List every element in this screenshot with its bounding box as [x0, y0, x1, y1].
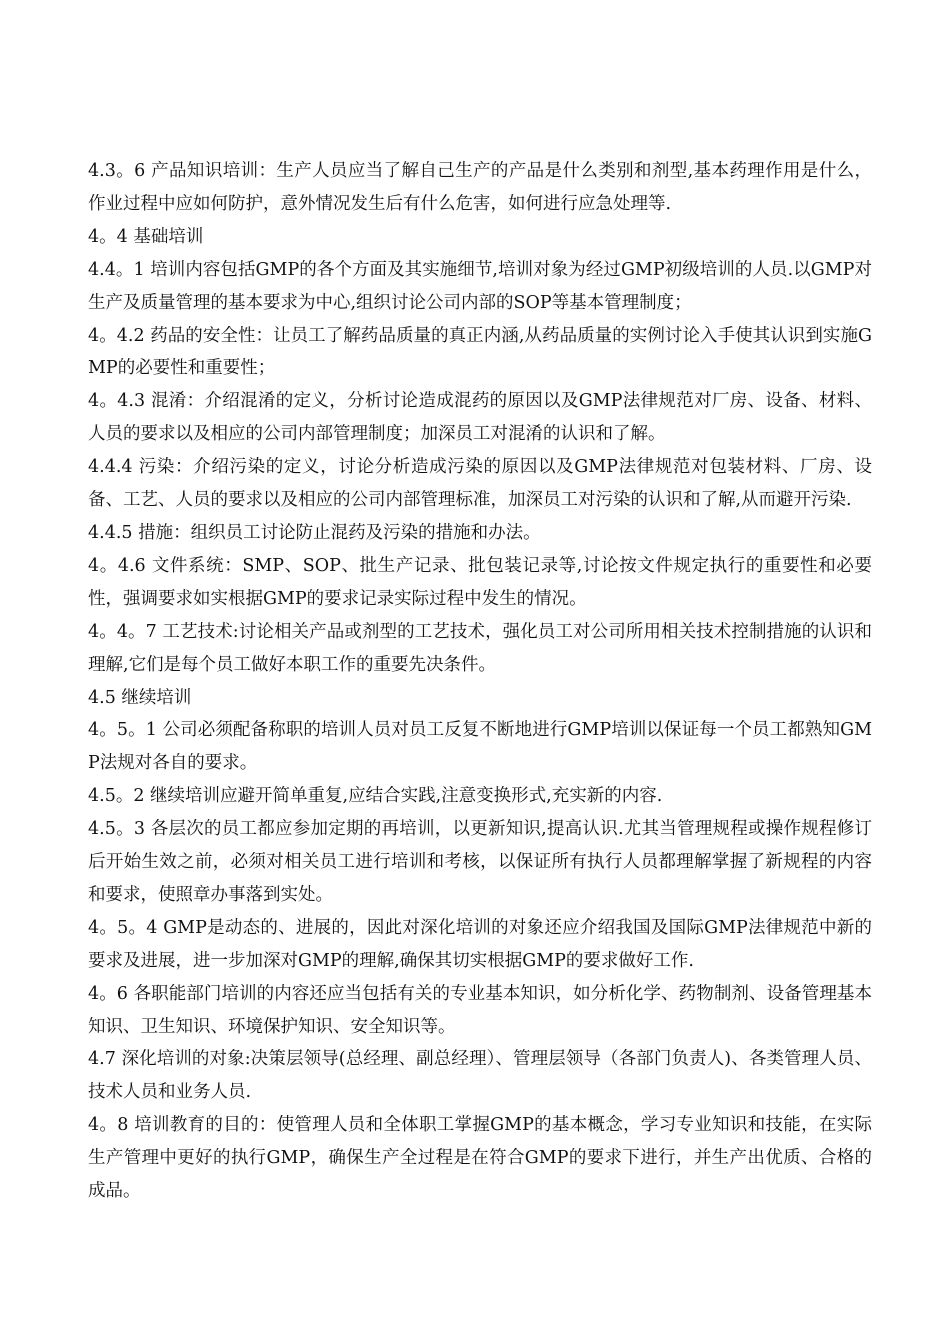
- paragraph-4-8: 4。8 培训教育的目的：使管理人员和全体职工掌握GMP的基本概念，学习专业知识和技能，在实际生产管理中更好的执行GMP，确保生产全过程是在符合GMP的要求下进行，并生产出优质、合格的成品。: [88, 1115, 872, 1202]
- paragraph-4-4-3: 4。4.3 混淆：介绍混淆的定义，分析讨论造成混药的原因以及GMP法律规范对厂房、设备、材料、人员的要求以及相应的公司内部管理制度；加深员工对混淆的认识和了解。: [88, 391, 872, 445]
- paragraph-4-4-6: 4。4.6 文件系统：SMP、SOP、批生产记录、批包装记录等,讨论按文件规定执行的重要性和必要性，强调要求如实根据GMP的要求记录实际过程中发生的情况。: [88, 555, 872, 609]
- paragraph-4-4-2: 4。4.2 药品的安全性：让员工了解药品质量的真正内涵,从药品质量的实例讨论入手使其认识到实施GMP的必要性和重要性；: [88, 325, 872, 379]
- paragraph-4-4-1: 4.4。1 培训内容包括GMP的各个方面及其实施细节,培训对象为经过GMP初级培训的人员.以GMP对生产及质量管理的基本要求为中心,组织讨论公司内部的SOP等基本管理制度；: [88, 259, 872, 313]
- paragraph-4-7: 4.7 深化培训的对象:决策层领导(总经理、副总经理）、管理层领导（各部门负责人)、各类管理人员、技术人员和业务人员.: [88, 1049, 872, 1103]
- paragraph-4-6: 4。6 各职能部门培训的内容还应当包括有关的专业基本知识，如分析化学、药物制剂、设备管理基本知识、卫生知识、环境保护知识、安全知识等。: [88, 983, 872, 1037]
- paragraph-4-4-7: 4。4。7 工艺技术:讨论相关产品或剂型的工艺技术，强化员工对公司所用相关技术控制措施的认识和理解,它们是每个员工做好本职工作的重要先决条件。: [88, 621, 872, 675]
- heading-4-4: 4。4 基础培训: [88, 226, 204, 247]
- document-body: [88, 155, 872, 1208]
- paragraph-4-5-4: 4。5。4 GMP是动态的、进展的，因此对深化培训的对象还应介绍我国及国际GMP法律规范中新的要求及进展，进一步加深对GMP的理解,确保其切实根据GMP的要求做好工作.: [88, 917, 872, 971]
- paragraph-4-5-2: 4.5。2 继续培训应避开简单重复,应结合实践,注意变换形式,充实新的内容.: [88, 786, 663, 807]
- heading-4-5: 4.5 继续培训: [88, 687, 192, 708]
- paragraph-4-5-3: 4.5。3 各层次的员工都应参加定期的再培训，以更新知识,提高认识.尤其当管理规程或操作规程修订后开始生效之前，必须对相关员工进行培训和考核，以保证所有执行人员都理解掌握了新规程的内容和要求，使照章办事落到实处。: [88, 819, 872, 905]
- paragraph-4-5-1: 4。5。1 公司必须配备称职的培训人员对员工反复不断地进行GMP培训以保证每一个员工都熟知GMP法规对各自的要求。: [88, 720, 872, 774]
- paragraph-4-3-6: 4.3。6 产品知识培训：生产人员应当了解自己生产的产品是什么类别和剂型,基本药理作用是什么，作业过程中应如何防护，意外情况发生后有什么危害，如何进行应急处理等.: [88, 161, 872, 214]
- paragraph-4-4-5: 4.4.5 措施：组织员工讨论防止混药及污染的措施和办法。: [88, 522, 541, 543]
- paragraph-4-4-4: 4.4.4 污染：介绍污染的定义，讨论分析造成污染的原因以及GMP法律规范对包装材料、厂房、设备、工艺、人员的要求以及相应的公司内部管理标准，加深员工对污染的认识和了解,从而避开污染.: [88, 457, 872, 511]
